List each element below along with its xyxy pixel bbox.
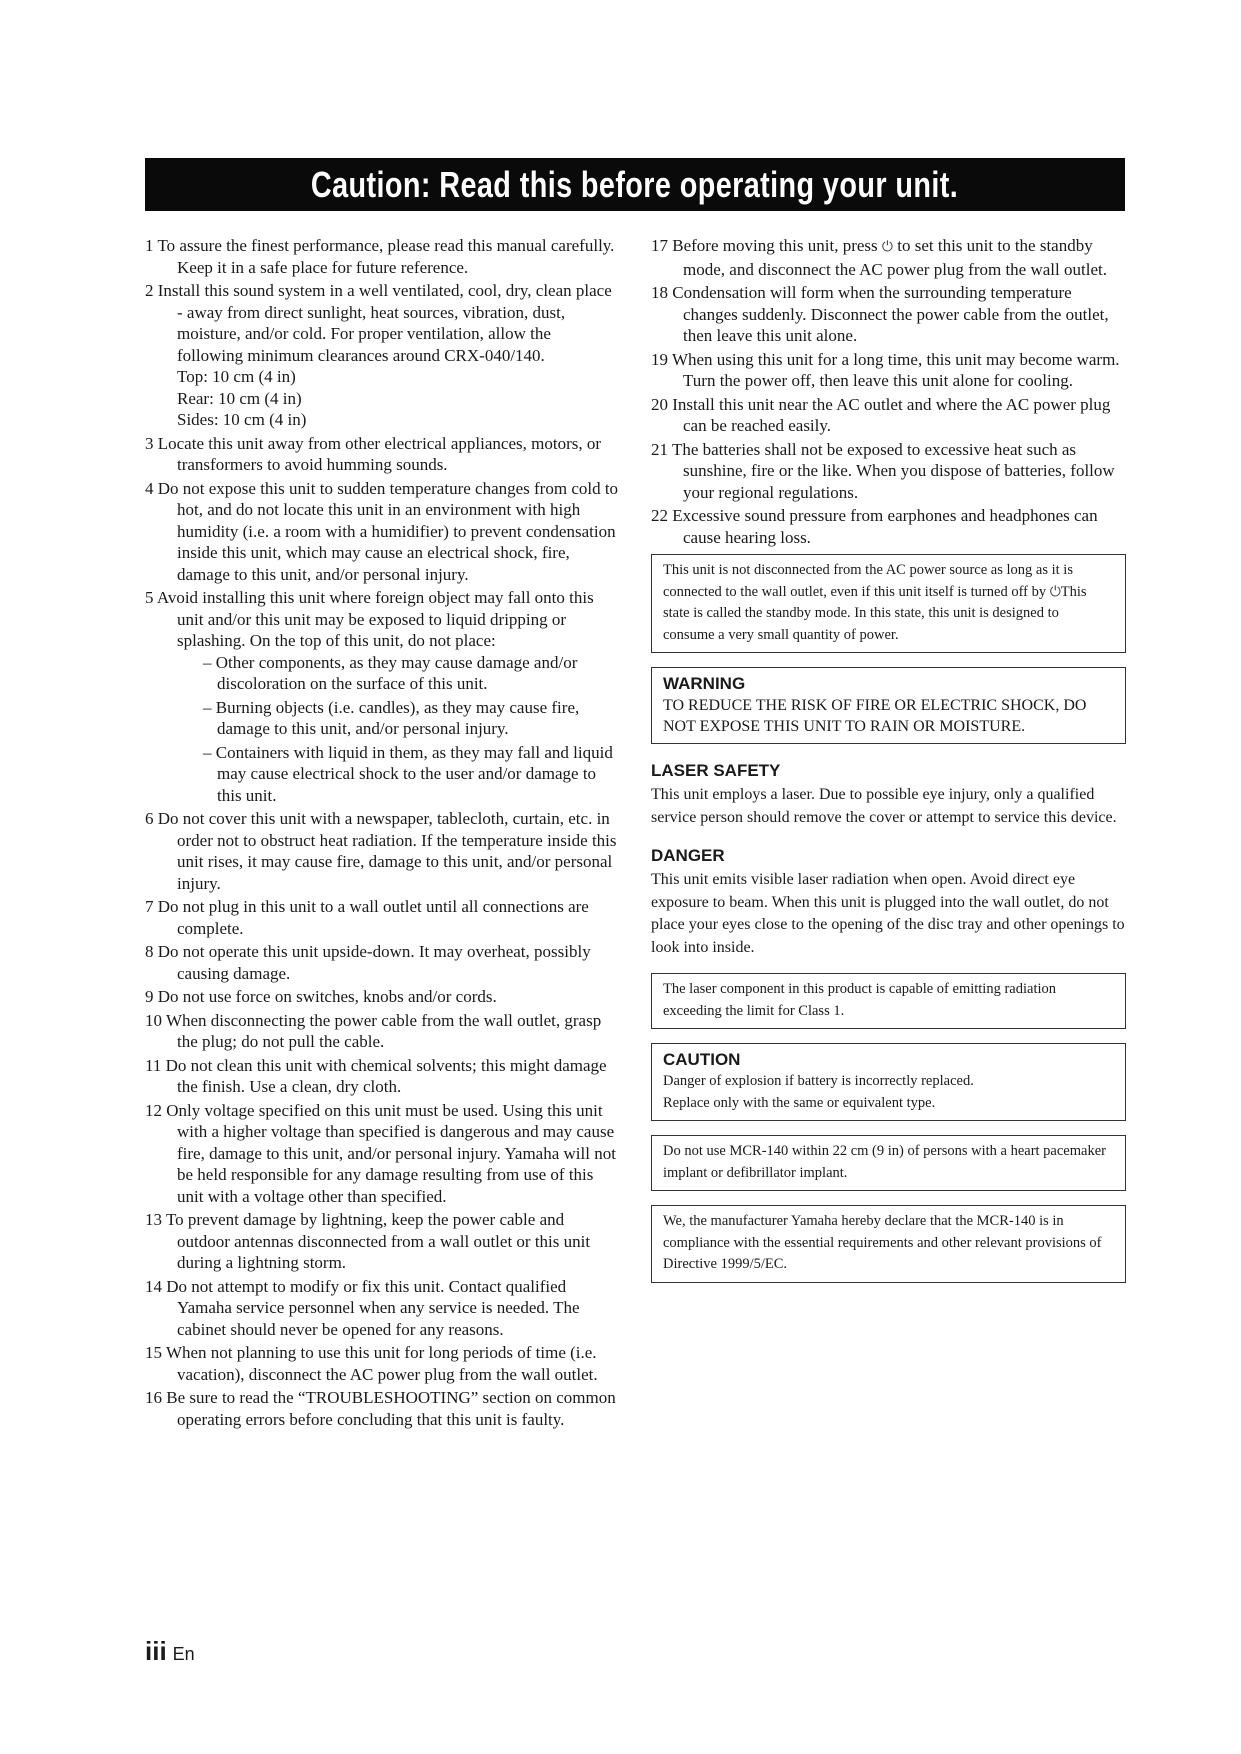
- item-number: 22: [651, 506, 668, 525]
- item-number: 13: [145, 1210, 162, 1229]
- standby-text: This state is called the standby mode. In this state, this unit is designed to consume a very small quantity of power.: [663, 583, 1087, 643]
- list-item: [145, 1387, 620, 1430]
- declaration-box: [651, 1205, 1126, 1283]
- item-number: 14: [145, 1276, 162, 1296]
- list-item: [651, 505, 1126, 548]
- standby-text: This unit is not disconnected from the AC power source as long as it is connected to the wall outlet, even if this unit itself is turned off by: [663, 562, 1073, 600]
- item-text: Do not use force on switches, knobs and/or cords.: [157, 987, 497, 1006]
- language-code: En: [172, 1644, 195, 1664]
- page-banner: [145, 158, 1125, 211]
- item-number: 11: [145, 1055, 162, 1075]
- list-item: [651, 394, 1126, 437]
- list-item: [145, 1342, 620, 1385]
- danger-text: This unit emits visible laser radiation when open. Avoid direct eye exposure to beam. When this unit is plugged into the wall outlet, do not place your eyes close to the opening of the disc tray and other openings to look into inside.: [651, 871, 1125, 956]
- item-number: 20: [651, 394, 668, 414]
- item-number: 17: [651, 236, 668, 255]
- item-text: Locate this unit away from other electrical appliances, motors, or transformers to avoid humming sounds.: [157, 433, 602, 474]
- caution-line: Danger of explosion if battery is incorrectly replaced.: [663, 1073, 974, 1089]
- item-text: Install this unit near the AC outlet and where the AC power plug can be reached easily.: [672, 394, 1111, 435]
- pacemaker-box: [651, 1135, 1126, 1191]
- laser-class-box: [651, 973, 1126, 1029]
- item-text: When not planning to use this unit for long periods of time (i.e. vacation), disconnect the AC power plug from the wall outlet.: [165, 1343, 598, 1384]
- item-text: Do not attempt to modify or fix this unit. Contact qualified Yamaha service personnel when any service is needed. The cabinet should never be opened for any reasons.: [166, 1276, 580, 1339]
- dash-item: – Other components, as they may cause damage and/or discoloration on the surface of this unit.: [203, 652, 578, 693]
- warning-box: [651, 667, 1126, 744]
- item-text: Do not cover this unit with a newspaper, tablecloth, curtain, etc. in order not to obstruct heat radiation. If the temperature inside this unit rises, it may cause fire, damage to this unit, and/or personal injury.: [157, 809, 617, 893]
- item-text: Install this sound system in a well ventilated, cool, dry, clean place - away from direct sunlight, heat sources, vibration, dust, moisture, and/or cold. For proper ventilation, allow the following minimum clearances around CRX-040/140.: [157, 281, 612, 365]
- item-text: Do not operate this unit upside-down. It may overheat, possibly causing damage.: [157, 942, 591, 983]
- list-item: [651, 349, 1126, 392]
- item-text: When using this unit for a long time, this unit may become warm. Turn the power off, then leave this unit alone for cooling.: [671, 349, 1120, 390]
- item-number: 1: [145, 236, 154, 255]
- list-item: [145, 1209, 620, 1274]
- list-item: [145, 478, 620, 586]
- list-item: [145, 1055, 620, 1098]
- list-item: [145, 280, 620, 366]
- list-item: [145, 1010, 620, 1053]
- item-text: Excessive sound pressure from earphones and headphones can cause hearing loss.: [672, 506, 1098, 547]
- list-item: [651, 235, 1126, 280]
- right-column: [651, 235, 1126, 1297]
- item-number: 8: [145, 942, 154, 961]
- list-item: [145, 941, 620, 984]
- warning-text: TO REDUCE THE RISK OF FIRE OR ELECTRIC SHOCK, DO NOT EXPOSE THIS UNIT TO RAIN OR MOISTURE.: [663, 697, 1087, 735]
- clearance-sides: Sides: 10 cm (4 in): [177, 410, 307, 429]
- item-text: to set this unit to the standby mode, and disconnect the AC power plug from the wall outlet.: [683, 236, 1107, 279]
- list-item: [145, 235, 620, 278]
- left-column: [145, 235, 620, 1432]
- item-number: 3: [145, 433, 154, 453]
- list-item: [651, 439, 1126, 504]
- item-number: 9: [145, 987, 154, 1006]
- item-number: 21: [651, 439, 668, 459]
- item-text: Before moving this unit, press: [672, 236, 878, 255]
- item-number: 12: [145, 1100, 162, 1120]
- item-text: Do not plug in this unit to a wall outlet until all connections are complete.: [157, 897, 589, 938]
- danger-heading: DANGER: [651, 846, 725, 865]
- caution-line: Replace only with the same or equivalent type.: [663, 1094, 936, 1111]
- list-item: [145, 1276, 620, 1341]
- power-standby-icon: ⏻: [1049, 583, 1061, 600]
- item-text: When disconnecting the power cable from the wall outlet, grasp the plug; do not pull the cable.: [165, 1010, 602, 1051]
- laser-safety-text: This unit employs a laser. Due to possible eye injury, only a qualified service person should remove the cover or attempt to service this device.: [651, 786, 1117, 826]
- item-number: 2: [145, 281, 154, 300]
- item-text: The batteries shall not be exposed to excessive heat such as sunshine, fire or the like. When you dispose of batteries, follow your regional regulations.: [671, 439, 1115, 502]
- item-number: 15: [145, 1343, 162, 1362]
- page-number: iii: [145, 1636, 167, 1666]
- caution-box: [651, 1043, 1126, 1121]
- standby-notice-box: [651, 554, 1126, 653]
- dash-item: – Burning objects (i.e. candles), as they may cause fire, damage to this unit, and/or personal injury.: [203, 697, 580, 738]
- item-text: To prevent damage by lightning, keep the power cable and outdoor antennas disconnected from a wall outlet or this unit during a lightning storm.: [165, 1210, 591, 1272]
- laser-class-text: The laser component in this product is capable of emitting radiation exceeding the limit for Class 1.: [663, 981, 1057, 1019]
- list-item: [145, 896, 620, 939]
- dash-item: – Containers with liquid in them, as they may fall and liquid may cause electrical shock to the user and/or damage to this unit.: [203, 742, 613, 805]
- item-text: Avoid installing this unit where foreign object may fall onto this unit and/or this unit may be exposed to liquid dripping or splashing. On the top of this unit, do not place:: [156, 588, 594, 650]
- list-item: [145, 587, 620, 652]
- declaration-text: We, the manufacturer Yamaha hereby declare that the MCR-140 is in compliance with the essential requirements and other relevant provisions of Directive 1999/5/EC.: [663, 1213, 1102, 1272]
- list-item: [145, 433, 620, 476]
- item-text: Do not clean this unit with chemical solvents; this might damage the finish. Use a clean, dry cloth.: [165, 1055, 607, 1096]
- clearance-rear: Rear: 10 cm (4 in): [177, 388, 302, 408]
- item-text: Be sure to read the “TROUBLESHOOTING” section on common operating errors before concluding that this unit is faulty.: [166, 1388, 616, 1429]
- item-number: 7: [145, 897, 154, 916]
- item-number: 5: [145, 588, 154, 607]
- list-item: [145, 986, 620, 1008]
- power-standby-icon: ⏻: [881, 239, 893, 255]
- item-text: Condensation will form when the surrounding temperature changes suddenly. Disconnect the power cable from the outlet, then leave this unit alone.: [672, 283, 1109, 345]
- laser-safety-heading: LASER SAFETY: [651, 761, 781, 780]
- item-text: Do not expose this unit to sudden temperature changes from cold to hot, and do not locate this unit in an environment with high humidity (i.e. a room with a humidifier) to prevent condensation inside this unit, which may cause an electrical shock, fire, damage to this unit, and/or personal injury.: [157, 478, 619, 584]
- list-item: [145, 808, 620, 894]
- page-title: Caution: Read this before operating your unit.: [311, 163, 959, 205]
- item-number: 16: [145, 1388, 162, 1407]
- item-number: 10: [145, 1010, 162, 1030]
- item-text: Only voltage specified on this unit must be used. Using this unit with a higher voltage than specified is dangerous and may cause fire, damage to this unit, and/or personal injury. Yamaha will not be held responsible for any damage resulting from use of this unit with a voltage other than specified.: [166, 1100, 616, 1206]
- page-footer: [145, 1636, 195, 1667]
- item-number: 4: [145, 478, 154, 498]
- caution-title: CAUTION: [663, 1050, 741, 1069]
- item-number: 18: [651, 283, 668, 302]
- list-item: [651, 282, 1126, 347]
- item-text: To assure the finest performance, please read this manual carefully. Keep it in a safe place for future reference.: [157, 236, 615, 277]
- item-number: 19: [651, 349, 668, 369]
- warning-title: WARNING: [663, 674, 746, 693]
- pacemaker-text: Do not use MCR-140 within 22 cm (9 in) of persons with a heart pacemaker implant or defibrillator implant.: [663, 1143, 1106, 1181]
- clearance-top: Top: 10 cm (4 in): [177, 367, 296, 386]
- item-number: 6: [145, 809, 154, 828]
- list-item: [145, 1100, 620, 1208]
